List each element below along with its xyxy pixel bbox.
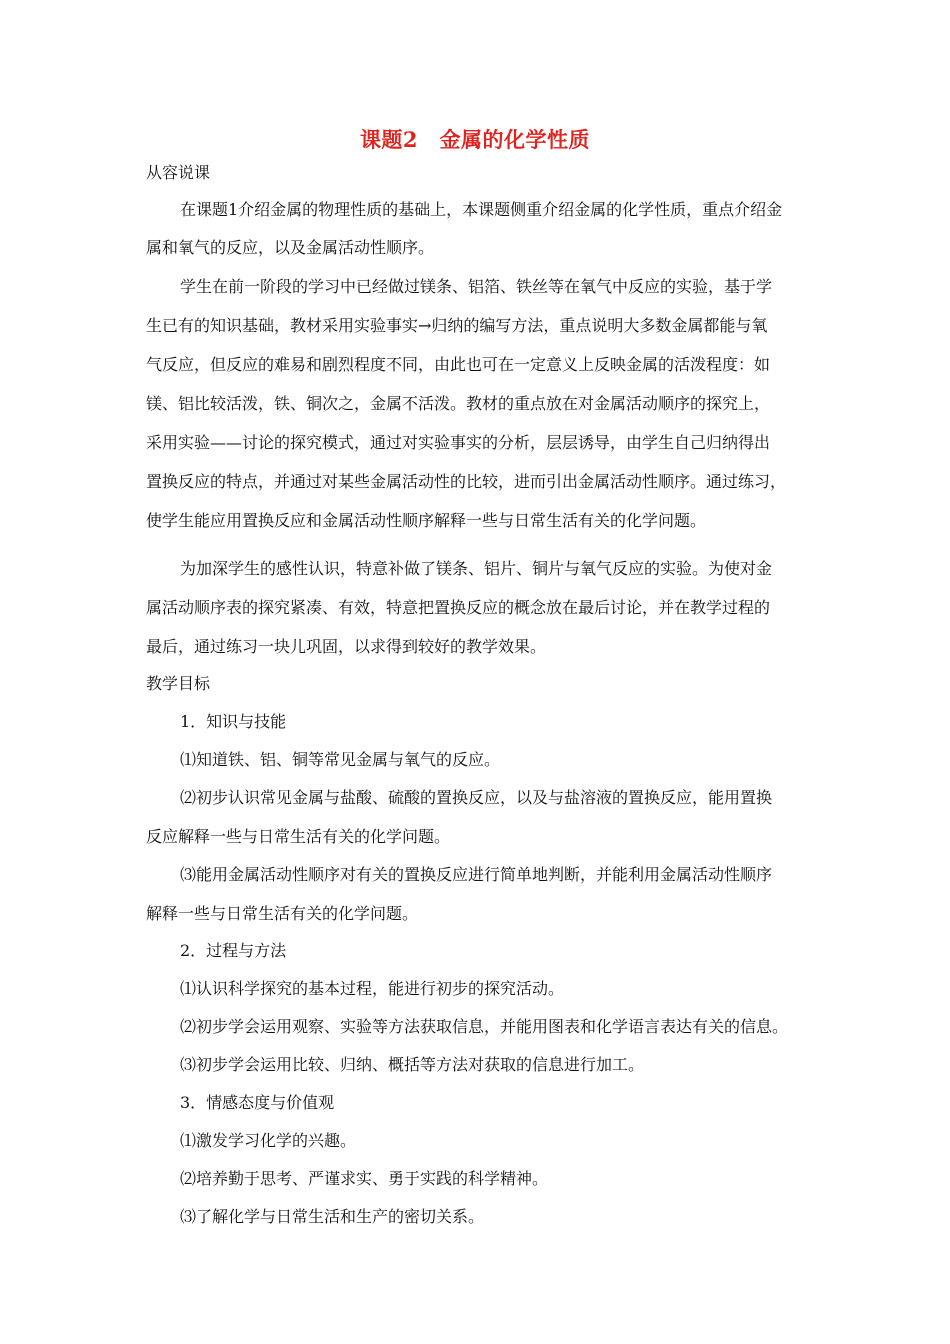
goal-item: ⑴知道铁、铝、铜等常见金属与氧气的反应。 <box>180 750 501 769</box>
paragraph-line: 学生在前一阶段的学习中已经做过镁条、铝箔、铁丝等在氧气中反应的实验，基于学 <box>180 277 773 296</box>
paragraph-line: 生已有的知识基础，教材采用实验事实→归纳的编写方法，重点说明大多数金属都能与氧 <box>146 316 768 335</box>
goal-item-continuation: 解释一些与日常生活有关的化学问题。 <box>146 904 419 923</box>
paragraph-line: 属活动顺序表的探究紧凑、有效，特意把置换反应的概念放在最后讨论，并在教学过程的 <box>146 598 771 617</box>
goal-item: ⑵初步认识常见金属与盐酸、硫酸的置换反应，以及与盐溶液的置换反应，能用置换 <box>180 788 773 807</box>
paragraph-line: 为加深学生的感性认识，特意补做了镁条、铝片、铜片与氧气反应的实验。为使对金 <box>180 559 773 578</box>
goal-heading-knowledge: 1．知识与技能 <box>180 712 287 731</box>
paragraph-line: 最后，通过练习一块儿巩固，以求得到较好的教学效果。 <box>146 637 547 656</box>
goal-item: ⑶初步学会运用比较、归纳、概括等方法对获取的信息进行加工。 <box>180 1055 645 1074</box>
goal-item: ⑴激发学习化学的兴趣。 <box>180 1131 357 1150</box>
section-heading-intro: 从容说课 <box>146 163 211 182</box>
paragraph-line: 气反应，但反应的难易和剧烈程度不同，由此也可在一定意义上反映金属的活泼程度：如 <box>146 355 771 374</box>
paragraph-line: 在课题1介绍金属的物理性质的基础上，本课题侧重介绍金属的化学性质，重点介绍金 <box>180 200 783 219</box>
goal-item: ⑶了解化学与日常生活和生产的密切关系。 <box>180 1207 485 1226</box>
paragraph-line: 置换反应的特点，并通过对某些金属活动性的比较，进而引出金属活动性顺序。通过练习， <box>146 472 787 491</box>
document-title: 课题2 金属的化学性质 <box>359 127 591 152</box>
goal-item: ⑵培养勤于思考、严谨求实、勇于实践的科学精神。 <box>180 1169 549 1188</box>
goal-item: ⑴认识科学探究的基本过程，能进行初步的探究活动。 <box>180 979 565 998</box>
goal-heading-attitude: 3．情感态度与价值观 <box>180 1093 335 1112</box>
paragraph-line: 属和氧气的反应，以及金属活动性顺序。 <box>146 238 435 257</box>
goal-item: ⑵初步学会运用观察、实验等方法获取信息，并能用图表和化学语言表达有关的信息。 <box>180 1017 789 1036</box>
goal-item-continuation: 反应解释一些与日常生活有关的化学问题。 <box>146 827 451 846</box>
goal-heading-process: 2．过程与方法 <box>180 941 287 960</box>
paragraph-line: 采用实验——讨论的探究模式，通过对实验事实的分析，层层诱导，由学生自己归纳得出 <box>146 433 771 452</box>
paragraph-line: 镁、铝比较活泼，铁、铜次之，金属不活泼。教材的重点放在对金属活动顺序的探究上， <box>146 394 771 413</box>
goal-item: ⑶能用金属活动性顺序对有关的置换反应进行简单地判断，并能利用金属活动性顺序 <box>180 865 773 884</box>
paragraph-line: 使学生能应用置换反应和金属活动性顺序解释一些与日常生活有关的化学问题。 <box>146 511 707 530</box>
section-heading-goals: 教学目标 <box>146 674 211 693</box>
